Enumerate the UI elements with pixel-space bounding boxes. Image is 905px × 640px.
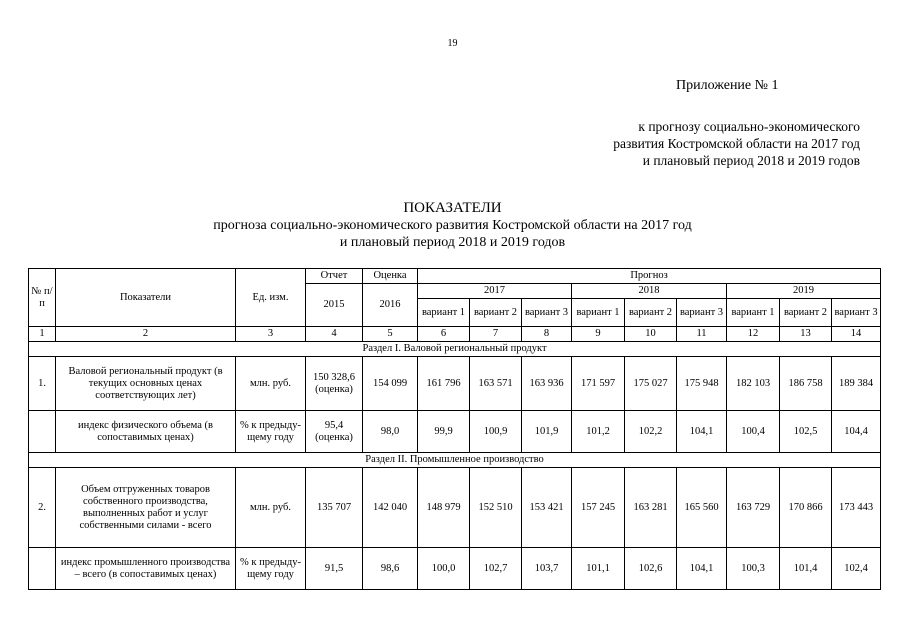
value-cell: 101,4	[780, 548, 832, 590]
value-cell: 98,0	[363, 411, 418, 453]
header-variant: вариант 2	[470, 299, 522, 327]
value-cell: 103,7	[522, 548, 572, 590]
value-cell: 171 597	[572, 357, 625, 411]
header-variant: вариант 1	[418, 299, 470, 327]
section-row	[29, 342, 881, 357]
value-cell: 101,9	[522, 411, 572, 453]
value-cell: 91,5	[306, 548, 363, 590]
value-cell: 154 099	[363, 357, 418, 411]
table-row	[29, 411, 881, 453]
heading-line-2: прогноза социально-экономического развития Костромской области на 2017 год	[213, 218, 692, 233]
value-cell: 100,4	[727, 411, 780, 453]
unit-cell: млн. руб.	[236, 357, 306, 411]
value-cell: 102,2	[625, 411, 677, 453]
column-number: 10	[625, 327, 677, 342]
value-cell: 102,6	[625, 548, 677, 590]
heading-title: ПОКАЗАТЕЛИ	[403, 200, 502, 216]
value-cell: 101,2	[572, 411, 625, 453]
value-cell: 153 421	[522, 468, 572, 548]
value-cell: 170 866	[780, 468, 832, 548]
value-cell: 100,3	[727, 548, 780, 590]
column-number-row	[29, 327, 881, 342]
indicator-name: Валовой региональный продукт (в текущих основных ценах соответствующих лет)	[56, 357, 236, 411]
header-unit: Ед. изм.	[236, 269, 306, 327]
header-variant: вариант 2	[780, 299, 832, 327]
indicator-name: Объем отгруженных товаров собственного производства, выполненных работ и услуг собственными силами - всего	[56, 468, 236, 548]
column-number: 11	[677, 327, 727, 342]
header-2015: 2015	[306, 284, 363, 327]
column-number: 5	[363, 327, 418, 342]
column-number: 3	[236, 327, 306, 342]
value-cell: 95,4 (оценка)	[306, 411, 363, 453]
value-cell: 102,4	[832, 548, 881, 590]
header-num: № п/п	[29, 269, 56, 327]
value-cell: 163 281	[625, 468, 677, 548]
column-number: 4	[306, 327, 363, 342]
value-cell: 135 707	[306, 468, 363, 548]
value-cell: 186 758	[780, 357, 832, 411]
value-cell: 102,5	[780, 411, 832, 453]
value-cell: 100,0	[418, 548, 470, 590]
appendix-line-2: развития Костромской области на 2017 год	[613, 136, 860, 151]
row-number	[29, 548, 56, 590]
header-report: Отчет	[306, 269, 363, 284]
indicator-name: индекс физического объема (в сопоставимых ценах)	[56, 411, 236, 453]
header-variant: вариант 3	[522, 299, 572, 327]
value-cell: 101,1	[572, 548, 625, 590]
value-cell: 189 384	[832, 357, 881, 411]
row-number	[29, 411, 56, 453]
section-2-title: Раздел II. Промышленное производство	[29, 453, 881, 468]
column-number: 9	[572, 327, 625, 342]
header-variant: вариант 3	[832, 299, 881, 327]
value-cell: 98,6	[363, 548, 418, 590]
table-row	[29, 357, 881, 411]
value-cell: 142 040	[363, 468, 418, 548]
column-number: 2	[56, 327, 236, 342]
value-cell: 173 443	[832, 468, 881, 548]
header-forecast: Прогноз	[418, 269, 881, 284]
unit-cell: % к предыду-щему году	[236, 548, 306, 590]
value-cell: 165 560	[677, 468, 727, 548]
row-number: 1.	[29, 357, 56, 411]
value-cell: 175 027	[625, 357, 677, 411]
value-cell: 157 245	[572, 468, 625, 548]
row-number: 2.	[29, 468, 56, 548]
value-cell: 175 948	[677, 357, 727, 411]
table-row	[29, 468, 881, 548]
column-number: 6	[418, 327, 470, 342]
value-cell: 152 510	[470, 468, 522, 548]
appendix-subtitle	[560, 118, 860, 169]
header-2019: 2019	[727, 284, 881, 299]
header-estimate: Оценка	[363, 269, 418, 284]
value-cell: 163 729	[727, 468, 780, 548]
column-number: 7	[470, 327, 522, 342]
header-variant: вариант 1	[727, 299, 780, 327]
column-number: 8	[522, 327, 572, 342]
section-row	[29, 453, 881, 468]
value-cell: 100,9	[470, 411, 522, 453]
indicator-name: индекс промышленного производства – всего (в сопоставимых ценах)	[56, 548, 236, 590]
column-number: 14	[832, 327, 881, 342]
column-number: 1	[29, 327, 56, 342]
value-cell: 104,1	[677, 411, 727, 453]
column-number: 13	[780, 327, 832, 342]
document-heading	[0, 200, 905, 251]
value-cell: 163 571	[470, 357, 522, 411]
column-number: 12	[727, 327, 780, 342]
indicators-table	[28, 268, 881, 590]
value-cell: 99,9	[418, 411, 470, 453]
header-row-1	[29, 269, 881, 284]
appendix-line-1: к прогнозу социально-экономического	[638, 119, 860, 134]
header-variant: вариант 2	[625, 299, 677, 327]
value-cell: 104,4	[832, 411, 881, 453]
value-cell: 102,7	[470, 548, 522, 590]
header-2017: 2017	[418, 284, 572, 299]
appendix-title: Приложение № 1	[676, 78, 779, 93]
header-indicators: Показатели	[56, 269, 236, 327]
unit-cell: % к предыду-щему году	[236, 411, 306, 453]
page-number: 19	[447, 38, 458, 49]
header-2018: 2018	[572, 284, 727, 299]
value-cell: 163 936	[522, 357, 572, 411]
header-2016: 2016	[363, 284, 418, 327]
header-variant: вариант 3	[677, 299, 727, 327]
unit-cell: млн. руб.	[236, 468, 306, 548]
value-cell: 148 979	[418, 468, 470, 548]
value-cell: 161 796	[418, 357, 470, 411]
section-1-title: Раздел I. Валовой региональный продукт	[29, 342, 881, 357]
value-cell: 182 103	[727, 357, 780, 411]
table-row	[29, 548, 881, 590]
heading-line-3: и плановый период 2018 и 2019 годов	[339, 235, 566, 250]
value-cell: 150 328,6 (оценка)	[306, 357, 363, 411]
value-cell: 104,1	[677, 548, 727, 590]
header-variant: вариант 1	[572, 299, 625, 327]
appendix-line-3: и плановый период 2018 и 2019 годов	[642, 153, 860, 168]
